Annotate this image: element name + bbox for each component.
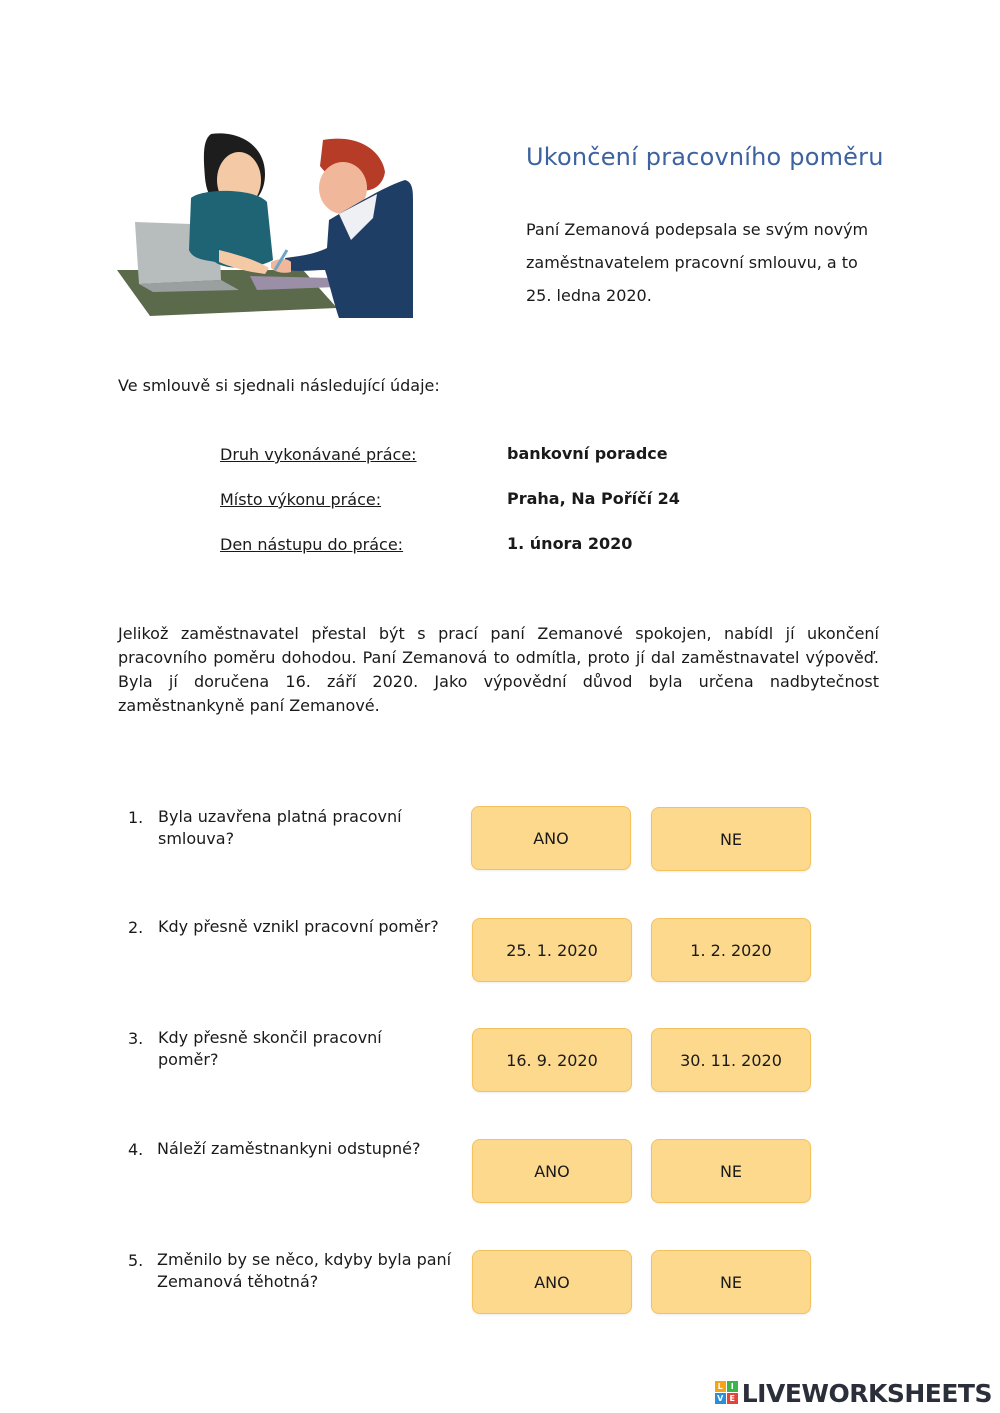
- answer-option-button[interactable]: 16. 9. 2020: [472, 1028, 632, 1092]
- question-text: [157, 1249, 451, 1293]
- question-text: [158, 916, 439, 938]
- liveworksheets-logo-icon: L I V E: [715, 1381, 739, 1405]
- question-line: Náleží zaměstnankyni odstupné?: [157, 1139, 421, 1158]
- question-number: 3.: [128, 1029, 144, 1048]
- detail-label-work-type: Druh vykonávané práce:: [220, 445, 417, 464]
- answer-option-button[interactable]: 1. 2. 2020: [651, 918, 811, 982]
- question-text: [158, 1027, 382, 1071]
- answer-option-button[interactable]: 30. 11. 2020: [651, 1028, 811, 1092]
- liveworksheets-logo-text: LIVEWORKSHEETS: [741, 1378, 992, 1408]
- contract-signing-illustration: [115, 130, 420, 325]
- case-description: Jelikož zaměstnavatel přestal být s prací paní Zemanové spokojen, nabídl jí ukončení pracovního poměru dohodou. Paní Zemanová to odmítla, proto jí dal zaměstnavatel výpověď. Byla jí doručena 16. září 2020. Jako výpovědní důvod byla určena nadbytečnost zaměstnankyně paní Zemanové.: [118, 624, 879, 715]
- question-number: 1.: [128, 808, 144, 827]
- question-text: [157, 1138, 420, 1160]
- question-line: Kdy přesně vznikl pracovní poměr?: [158, 917, 439, 936]
- question-line: Změnilo by se něco, kdyby byla paní: [157, 1250, 452, 1269]
- detail-label-start-date: Den nástupu do práce:: [220, 535, 404, 554]
- intro-line: 25. ledna 2020.: [526, 286, 652, 305]
- question-text: [158, 806, 402, 850]
- answer-option-button[interactable]: 25. 1. 2020: [472, 918, 632, 982]
- liveworksheets-logo: [715, 1378, 992, 1408]
- detail-value-work-type: bankovní poradce: [507, 444, 668, 463]
- question-line: smlouva?: [158, 829, 235, 848]
- detail-value-place: Praha, Na Poříčí 24: [507, 489, 680, 508]
- intro-line: Paní Zemanová podepsala se svým novým: [526, 220, 869, 239]
- contract-lead-text: Ve smlouvě si sjednali následující údaje:: [118, 376, 440, 395]
- question-number: 4.: [128, 1140, 144, 1159]
- intro-line: zaměstnavatelem pracovní smlouvu, a to: [526, 253, 858, 272]
- question-number: 5.: [128, 1251, 144, 1270]
- detail-label-place: Místo výkonu práce:: [220, 490, 382, 509]
- question-line: poměr?: [158, 1050, 219, 1069]
- worksheet-title: Ukončení pracovního poměru: [526, 143, 884, 171]
- answer-option-button[interactable]: ANO: [471, 806, 631, 870]
- question-line: Byla uzavřena platná pracovní: [158, 807, 402, 826]
- answer-option-button[interactable]: ANO: [472, 1250, 632, 1314]
- intro-text: [526, 213, 906, 312]
- answer-option-button[interactable]: NE: [651, 1139, 811, 1203]
- answer-option-button[interactable]: NE: [651, 1250, 811, 1314]
- detail-value-start-date: 1. února 2020: [507, 534, 633, 553]
- question-number: 2.: [128, 918, 144, 937]
- answer-option-button[interactable]: ANO: [472, 1139, 632, 1203]
- answer-option-button[interactable]: NE: [651, 807, 811, 871]
- question-line: Zemanová těhotná?: [157, 1272, 319, 1291]
- question-line: Kdy přesně skončil pracovní: [158, 1028, 382, 1047]
